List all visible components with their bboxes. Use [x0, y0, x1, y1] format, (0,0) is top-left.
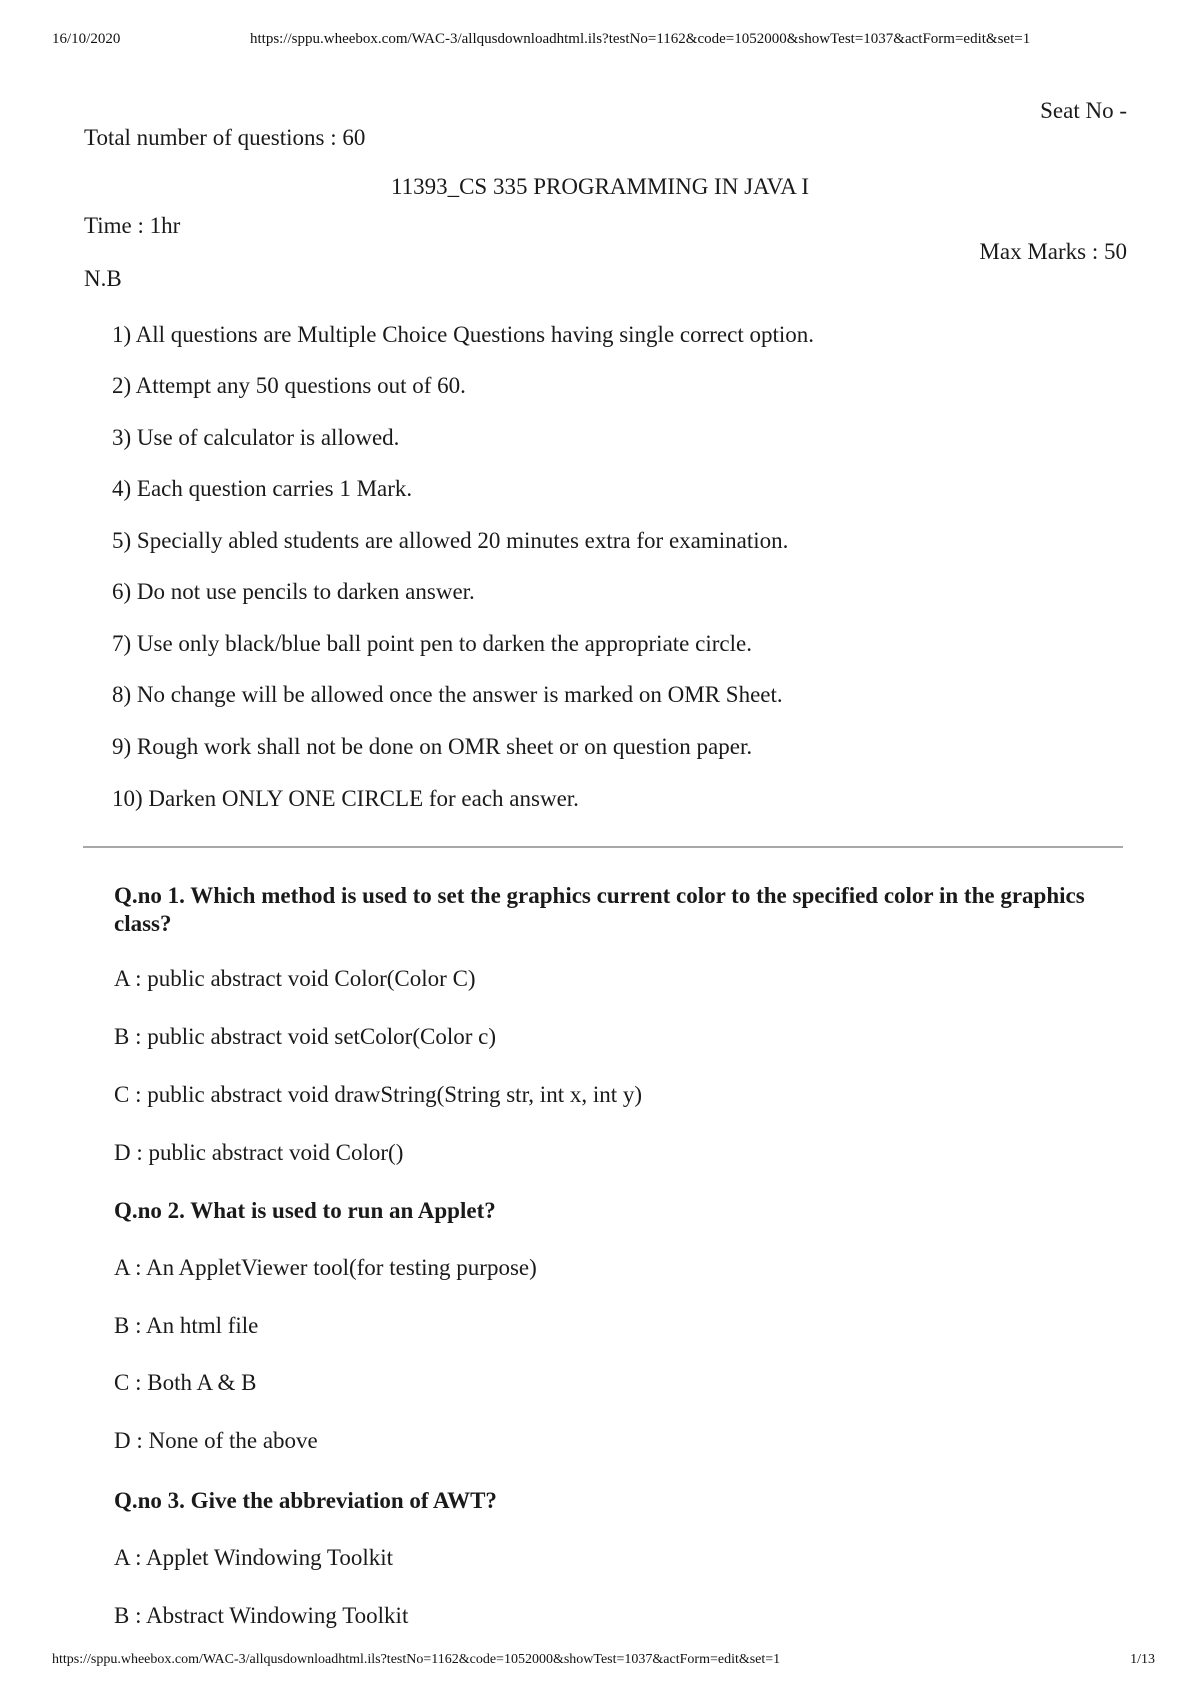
section-divider — [83, 846, 1123, 848]
instruction-item: 2) Attempt any 50 questions out of 60. — [112, 373, 466, 398]
instruction-item: 10) Darken ONLY ONE CIRCLE for each answer. — [112, 786, 579, 811]
print-url: https://sppu.wheebox.com/WAC-3/allqusdownloadhtml.ils?testNo=1162&code=1052000&showTest=1037&actForm=edit&set=1 — [250, 31, 1031, 47]
question-2-option-a: A : An AppletViewer tool(for testing purpose) — [114, 1255, 537, 1280]
question-1-option-c: C : public abstract void drawString(String str, int x, int y) — [114, 1082, 643, 1107]
footer-url: https://sppu.wheebox.com/WAC-3/allqusdownloadhtml.ils?testNo=1162&code=1052000&showTest=1037&actForm=edit&set=1 — [52, 1652, 781, 1667]
max-marks: Max Marks : 50 — [979, 239, 1127, 264]
instruction-item: 3) Use of calculator is allowed. — [112, 425, 400, 450]
seat-number-label: Seat No - — [1040, 98, 1127, 123]
question-3-text: Q.no 3. Give the abbreviation of AWT? — [114, 1488, 497, 1513]
exam-title: 11393_CS 335 PROGRAMMING IN JAVA I — [390, 174, 810, 199]
print-date: 16/10/2020 — [52, 31, 121, 47]
question-1-text: Q.no 1. Which method is used to set the graphics current color to the specified color in the graphics class? — [114, 883, 1085, 936]
instruction-item: 4) Each question carries 1 Mark. — [112, 476, 413, 501]
question-3-option-a: A : Applet Windowing Toolkit — [114, 1545, 394, 1570]
instruction-item: 7) Use only black/blue ball point pen to darken the appropriate circle. — [112, 631, 752, 656]
question-2-option-d: D : None of the above — [114, 1428, 318, 1453]
question-2-text: Q.no 2. What is used to run an Applet? — [114, 1198, 496, 1223]
question-1-option-b: B : public abstract void setColor(Color c) — [114, 1024, 496, 1049]
question-1-option-d: D : public abstract void Color() — [114, 1140, 404, 1165]
question-1-option-a: A : public abstract void Color(Color C) — [114, 966, 476, 991]
question-2-option-c: C : Both A & B — [114, 1370, 257, 1395]
instruction-item: 8) No change will be allowed once the answer is marked on OMR Sheet. — [112, 682, 783, 707]
question-3-option-b: B : Abstract Windowing Toolkit — [114, 1603, 409, 1628]
instruction-item: 1) All questions are Multiple Choice Questions having single correct option. — [112, 322, 815, 347]
nb-label: N.B — [84, 266, 122, 291]
page-number: 1/13 — [1130, 1652, 1155, 1667]
exam-time: Time : 1hr — [84, 213, 181, 238]
instruction-item: 6) Do not use pencils to darken answer. — [112, 579, 475, 604]
total-questions: Total number of questions : 60 — [84, 125, 366, 150]
question-2-option-b: B : An html file — [114, 1313, 259, 1338]
instruction-item: 5) Specially abled students are allowed 20 minutes extra for examination. — [112, 528, 789, 553]
instruction-item: 9) Rough work shall not be done on OMR sheet or on question paper. — [112, 734, 753, 759]
